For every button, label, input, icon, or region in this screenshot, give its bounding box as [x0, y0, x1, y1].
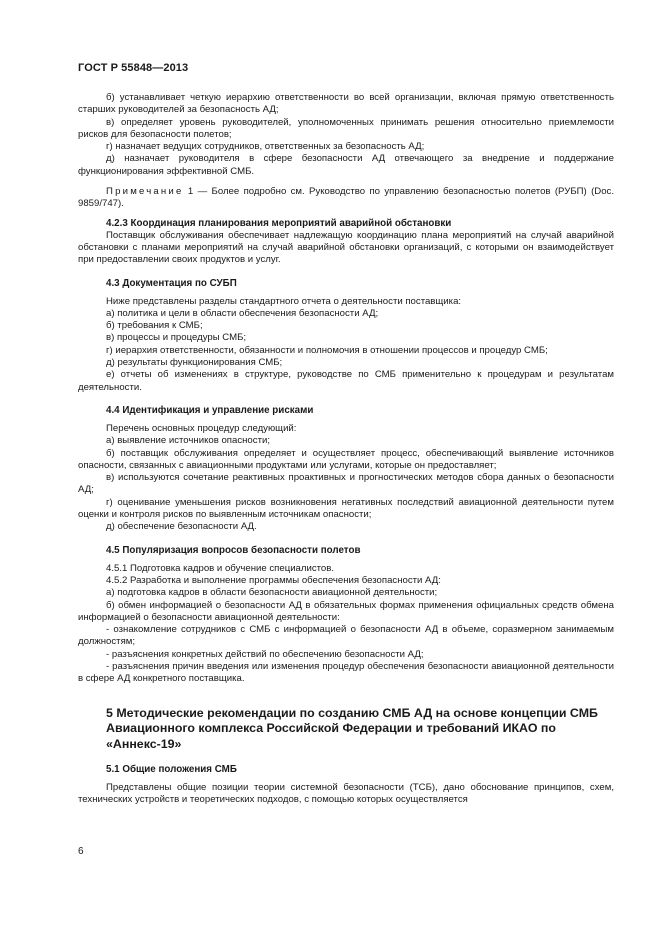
section-heading: 4.2.3 Координация планирования мероприятий аварийной обстановки [106, 217, 452, 229]
list-item: г) назначает ведущих сотрудников, ответственных за безопасность АД; [106, 141, 425, 153]
note [78, 186, 614, 211]
document-body [78, 92, 614, 807]
paragraph: Поставщик обслуживания обеспечивает надлежащую координацию плана мероприятий на случай аварийной обстановки с планами мероприятий на случай аварийной обстановки организаций, с которыми он взаимодействует при предоставлении своих продуктов и услуг. [78, 229, 614, 266]
list-item: б) требования к СМБ; [106, 320, 203, 332]
page-number: 6 [78, 846, 84, 857]
list-item: а) политика и цели в области обеспечения безопасности АД; [106, 307, 379, 319]
list-item: г) иерархия ответственности, обязанности и полномочия в отношении процессов и процедур СМБ; [106, 344, 548, 356]
section-heading: 4.5 Популяризация вопросов безопасности полетов [106, 544, 361, 556]
list-item: б) поставщик обслуживания определяет и осуществляет процесс, обеспечивающий выявление источников опасности, связанных с авиационными продуктами или услугами, которые он предоставляет; [78, 447, 614, 471]
note-label: Примечание [106, 186, 184, 198]
list-item: а) подготовка кадров в области безопасности авиационной деятельности; [106, 587, 438, 599]
list-item: д) обеспечение безопасности АД. [106, 521, 257, 533]
list-item: е) отчеты об изменениях в структуре, руководстве по СМБ применительно к процедурам и результатам деятельности. [78, 369, 614, 393]
list-item: б) обмен информацией о безопасности АД в обязательных формах применения официальных средств обмена информацией о безопасности авиационной деятельности: [78, 599, 614, 623]
section-heading: 5.1 Общие положения СМБ [106, 763, 237, 775]
section-heading: 4.3 Документация по СУБП [106, 277, 237, 289]
paragraph: Ниже представлены разделы стандартного отчета о деятельности поставщика: [106, 295, 462, 307]
list-item: д) результаты функционирования СМБ; [106, 357, 283, 369]
paragraph: Представлены общие позиции теории системной безопасности (ТСБ), дано обоснование принципов, схем, технических устройств и теоретических подходов, с помощью которых осуществляется [78, 781, 614, 806]
list-item: в) определяет уровень руководителей, уполномоченных принимать решения относительно приемлемости рисков для безопасности полетов; [78, 116, 614, 140]
list-item: - разъяснения конкретных действий по обеспечению безопасности АД; [106, 648, 424, 660]
list-item: а) выявление источников опасности; [106, 435, 270, 447]
list-item: г) оценивание уменьшения рисков возникновения негативных последствий авиационной деятельности путем оценки и контроля рисков по выявленным источникам опасности; [78, 496, 614, 521]
chapter-heading: 5 Методические рекомендации по созданию СМБ АД на основе концепции СМБ Авиационного комплекса Российской Федерации и требований ИКАО по «Аннекс-19» [106, 705, 598, 752]
list-item: - ознакомление сотрудников с СМБ с информацией о безопасности АД в объеме, соразмерном занимаемым должностям; [78, 624, 614, 648]
note-text: 1 — Более подробно см. Руководство по управлению безопасностью полетов (РУБП) (Doc. 9859/747). [78, 186, 614, 210]
section-heading: 4.4 Идентификация и управление рисками [106, 404, 314, 416]
list-item: 4.5.2 Разработка и выполнение программы обеспечения безопасности АД: [106, 574, 441, 586]
list-item: д) назначает руководителя в сфере безопасности АД отвечающего за внедрение и поддержание функционирования эффективной СМБ. [78, 153, 614, 177]
list-item: в) процессы и процедуры СМБ; [106, 332, 247, 344]
list-item: б) устанавливает четкую иерархию ответственности во всей организации, включая прямую ответственность старших руководителей за безопасность АД; [78, 92, 614, 116]
list-item: в) используются сочетание реактивных проактивных и прогностических методов сбора данных о безопасности АД; [78, 472, 614, 496]
document-code: ГОСТ Р 55848—2013 [78, 62, 189, 74]
paragraph: Перечень основных процедур следующий: [106, 422, 297, 434]
list-item: 4.5.1 Подготовка кадров и обучение специалистов. [106, 562, 335, 574]
list-item: - разъяснения причин введения или изменения процедур обеспечения безопасности авиационной деятельности в сфере АД конкретного поставщика. [78, 660, 614, 685]
